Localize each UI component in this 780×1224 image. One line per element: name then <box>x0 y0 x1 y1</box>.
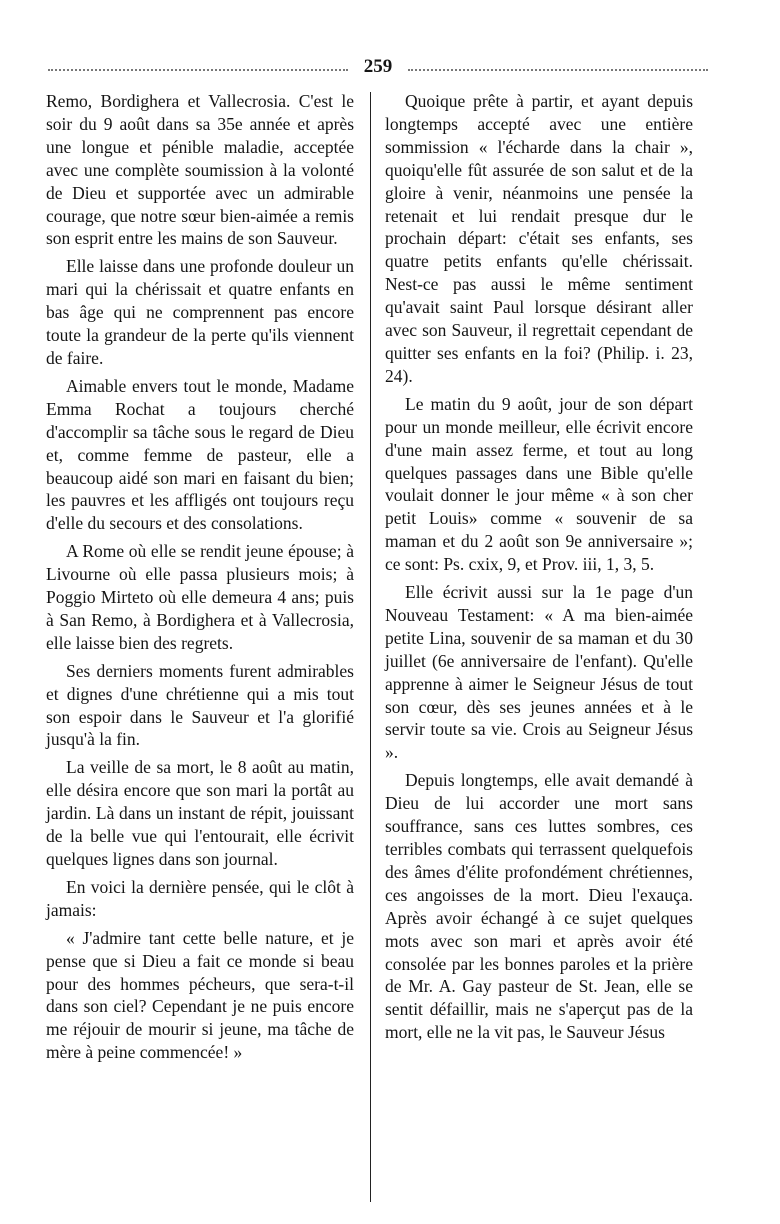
paragraph: Quoique prête à partir, et ayant depuis longtemps accepté avec une entière sommission « l'écharde dans la chair », quoiqu'elle fût assurée de son salut et de la gloire à venir, néanmoins une pensée la retenait et lui rendait presque dur le prochain départ: c'était ses enfants, ses quatre petits enfants qu'elle chérissait. Nest-ce pas aussi le même sentiment qu'avait saint Paul lorsque désirant aller avec son Sauveur, il regrettait cependant de quitter ses enfants en la foi? (Philip. i. 23, 24). <box>385 91 693 386</box>
paragraph: En voici la dernière pensée, qui le clôt à jamais: <box>46 876 354 920</box>
paragraph: Elle écrivit aussi sur la 1e page d'un Nouveau Testament: « A ma bien-aimée petite Lina, souvenir de sa maman et du 30 juillet (6e anniversaire de l'enfant). Qu'elle apprenne à aimer le Seigneur Jésus de tout son cœur, dès ses jeunes années et à le servir toute sa vie. Crois au Seigneur Jésus ». <box>385 582 693 763</box>
paragraph: A Rome où elle se rendit jeune épouse; à Livourne où elle passa plusieurs mois; à Poggio Mirteto où elle demeura 4 ans; puis à San Remo, à Bordighera et à Vallecrosia, elle laisse bien des regrets. <box>46 541 354 653</box>
paragraph: La veille de sa mort, le 8 août au matin, elle désira encore que son mari la portât au jardin. Là dans un instant de répit, jouissant de la belle vue qui l'entourait, elle écrivit quelques lignes dans son journal. <box>46 757 354 869</box>
column-divider <box>370 92 371 1202</box>
page-number: 259 <box>363 56 393 77</box>
paragraph: « J'admire tant cette belle nature, et je pense que si Dieu a fait ce monde si beau pour des hommes pécheurs, que sera-t-il dans son ciel? Cependant je ne puis encore me réjouir de mourir si jeune, ma tâche de mère à peine commencée! » <box>46 927 354 1063</box>
paragraph: Aimable envers tout le monde, Madame Emma Rochat a toujours cherché d'accomplir sa tâche sous le regard de Dieu et, comme femme de pasteur, elle a beaucoup aidé son mari en faisant du bien; les pauvres et les affligés ont toujours reçu d'elle du secours et des consolations. <box>46 375 354 534</box>
header-rule-left <box>48 69 348 71</box>
page-header <box>48 56 708 82</box>
paragraph: Depuis longtemps, elle avait demandé à Dieu de lui accorder une mort sans souffrance, sans ces luttes sombres, ces terribles combats qui terrassent quelquefois des âmes d'élite profondément chrétiennes, ces angoisses de la mort. Dieu l'exauça. Après avoir échangé à ce sujet quelques mots avec son mari et après avoir été consolée par les bonnes paroles et la prière de Mr. A. Gay pasteur de St. Jean, elle se sentit défaillir, mais ne s'aperçut pas de la mort, elle ne la vit pas, le Sauveur Jésus <box>385 770 693 1043</box>
header-rule-right <box>408 69 708 71</box>
paragraph: Remo, Bordighera et Vallecrosia. C'est le soir du 9 août dans sa 35e année et après une longue et pénible maladie, acceptée avec une complète soumission à la volonté de Dieu et supportée avec un admirable courage, que notre sœur bien-aimée a remis son esprit entre les mains de son Sauveur. <box>46 91 354 249</box>
paragraph: Le matin du 9 août, jour de son départ pour un monde meilleur, elle écrivit encore d'une main assez ferme, et tout au long quelques passages dans une Bible qu'elle voulait donner le jour même « à son cher petit Louis» comme « souvenir de sa maman et du 2 août son 9e anniversaire »; ce sont: Ps. cxix, 9, et Prov. iii, 1, 3, 5. <box>385 393 693 575</box>
paragraph: Elle laisse dans une profonde douleur un mari qui la chérissait et quatre enfants en bas âge qui ne comprennent pas encore toute la grandeur de la perte qu'ils viennent de faire. <box>46 256 354 368</box>
paragraph: Ses derniers moments furent admirables et dignes d'une chrétienne qui a mis tout son espoir dans le Sauveur et l'a glorifié jusqu'à la fin. <box>46 660 354 750</box>
left-column <box>46 90 354 1064</box>
right-column <box>385 90 693 1044</box>
